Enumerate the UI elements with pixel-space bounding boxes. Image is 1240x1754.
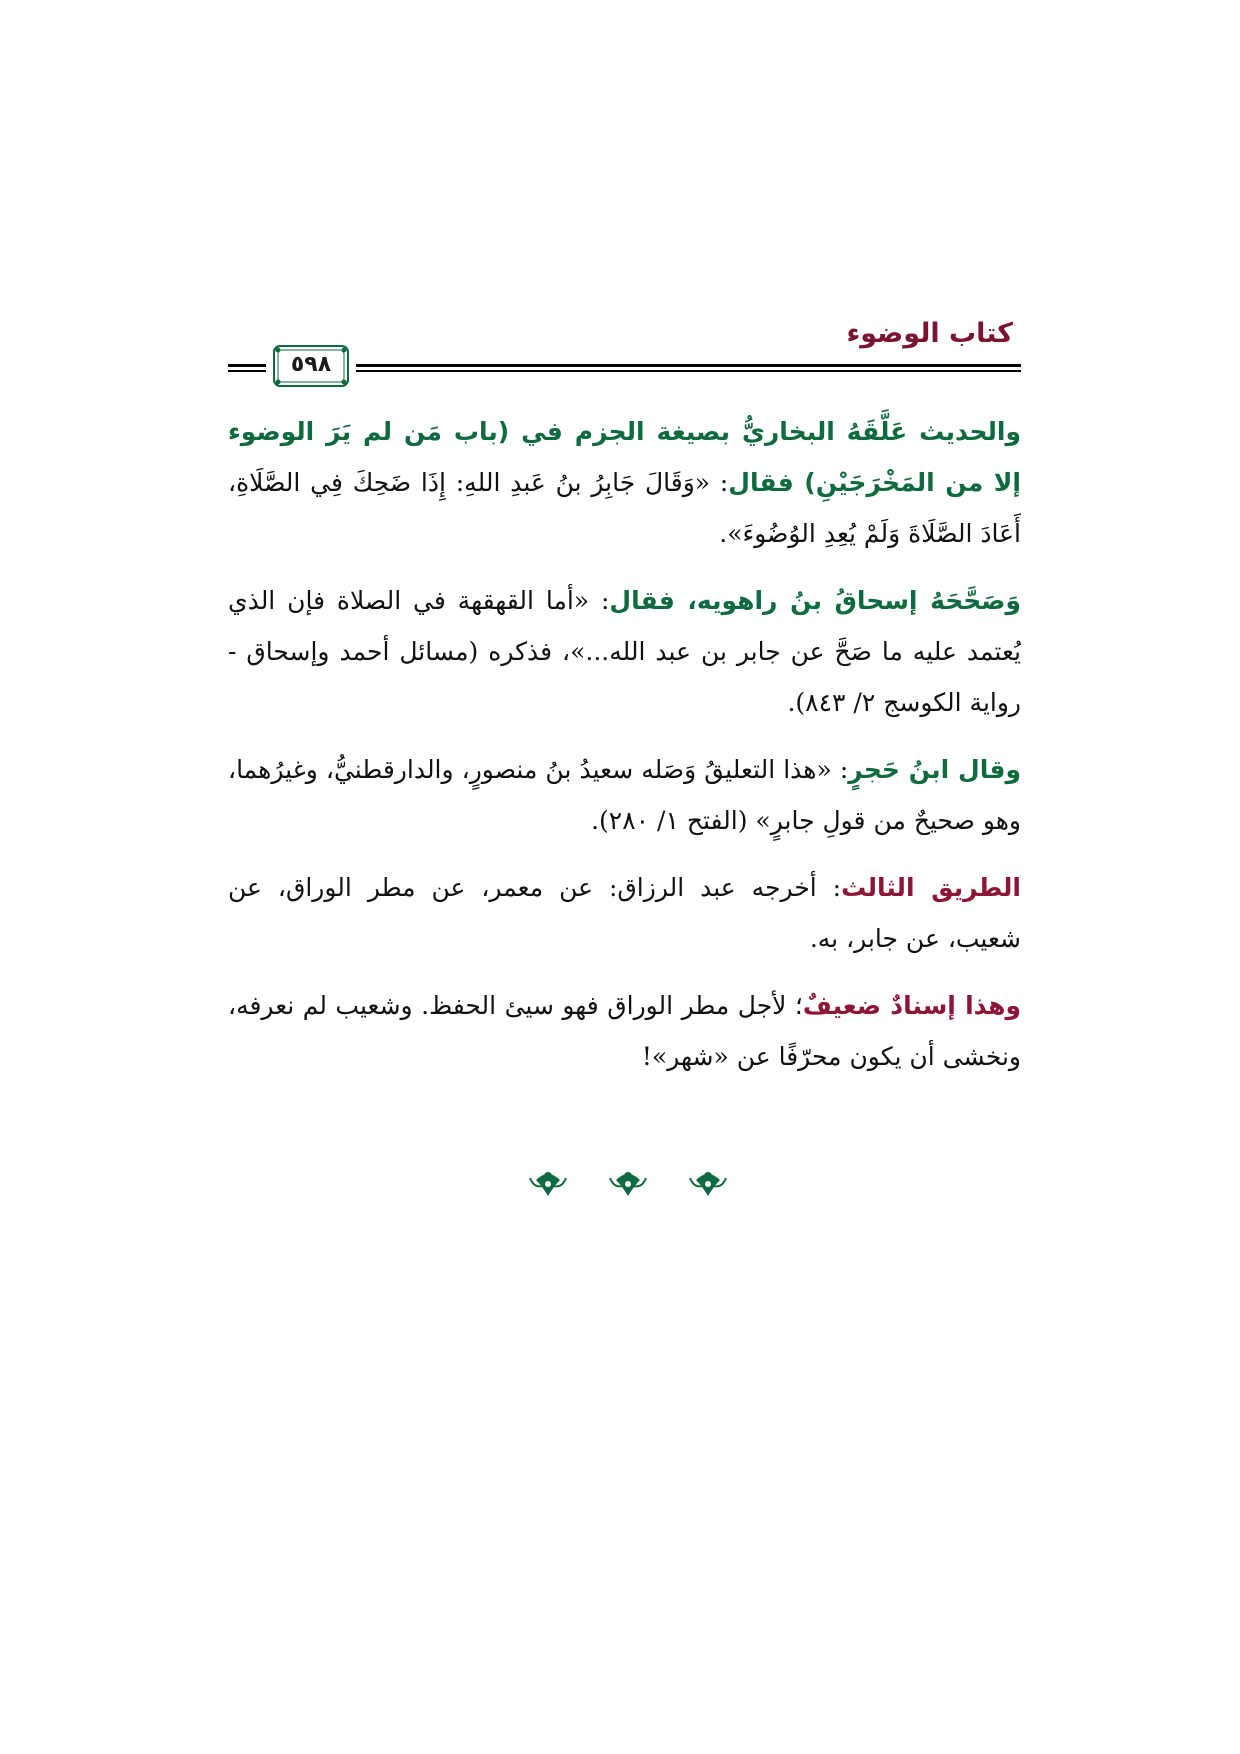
paragraph-1: [228, 406, 1021, 559]
ornament-flower-3: [690, 1172, 726, 1196]
paragraph-5: [228, 980, 1021, 1082]
paragraph-text: : «وَقَالَ جَابِرُ بنُ عَبدِ اللهِ: إِذَا ضَحِكَ فِي الصَّلَاةِ، أَعَادَ الصَّلَاةَ وَلَمْ يُعِدِ الوُضُوءَ».: [228, 468, 1021, 548]
running-title: كتاب الوضوء: [846, 318, 1013, 349]
paragraph-text: : «أما القهقهة في الصلاة فإن الذي يُعتمد عليه ما صَحَّ عن جابر بن عبد الله...»، فذكره (مسائل أحمد وإسحاق - رواية الكوسج ٢/ ٨٤٣).: [228, 586, 1021, 717]
ornament-flower-1: [530, 1172, 566, 1196]
paragraph-lead: وهذا إسنادٌ ضعيفٌ: [802, 991, 1021, 1020]
paragraph-text: ؛ لأجل مطر الوراق فهو سيئ الحفظ. وشعيب لم نعرفه، ونخشى أن يكون محرّفًا عن «شهر»!: [228, 991, 1021, 1071]
paragraph-2: [228, 575, 1021, 728]
paragraph-lead: الطريق الثالث: [841, 873, 1022, 902]
paragraph-3: [228, 744, 1021, 846]
header-rule-left-thin: [228, 370, 266, 372]
header-rule-thin: [356, 370, 1021, 372]
paragraph-4: [228, 862, 1021, 964]
header-rule-left: [228, 364, 266, 367]
floral-ornament-icon: [528, 1166, 728, 1202]
page-number-badge: [272, 344, 350, 388]
paragraph-text: : «هذا التعليقُ وَصَله سعيدُ بنُ منصورٍ، والدارقطنيُّ، وغيرُهما، وهو صحيحٌ من قولِ جابرٍ» (الفتح ١/ ٢٨٠).: [228, 755, 1021, 835]
paragraph-lead: والحديث عَلَّقَهُ البخاريُّ بصيغة الجزم في (باب مَن لم يَرَ الوضوء إلا من المَخْرَجَيْنِ) فقال: [228, 417, 1021, 497]
header-rule: [356, 364, 1021, 367]
paragraph-lead: وَصَحَّحَهُ إسحاقُ بنُ راهويه، فقال: [609, 586, 1021, 615]
page-header: [228, 318, 1021, 388]
body-text: [228, 406, 1021, 1098]
page-number: ٥٩٨: [290, 352, 332, 377]
paragraph-lead: وقال ابنُ حَجرٍ: [848, 755, 1021, 784]
ornament-flower-2: [610, 1172, 646, 1196]
paragraph-text: : أخرجه عبد الرزاق: عن معمر، عن مطر الوراق، عن شعيب، عن جابر، به.: [228, 873, 1021, 953]
